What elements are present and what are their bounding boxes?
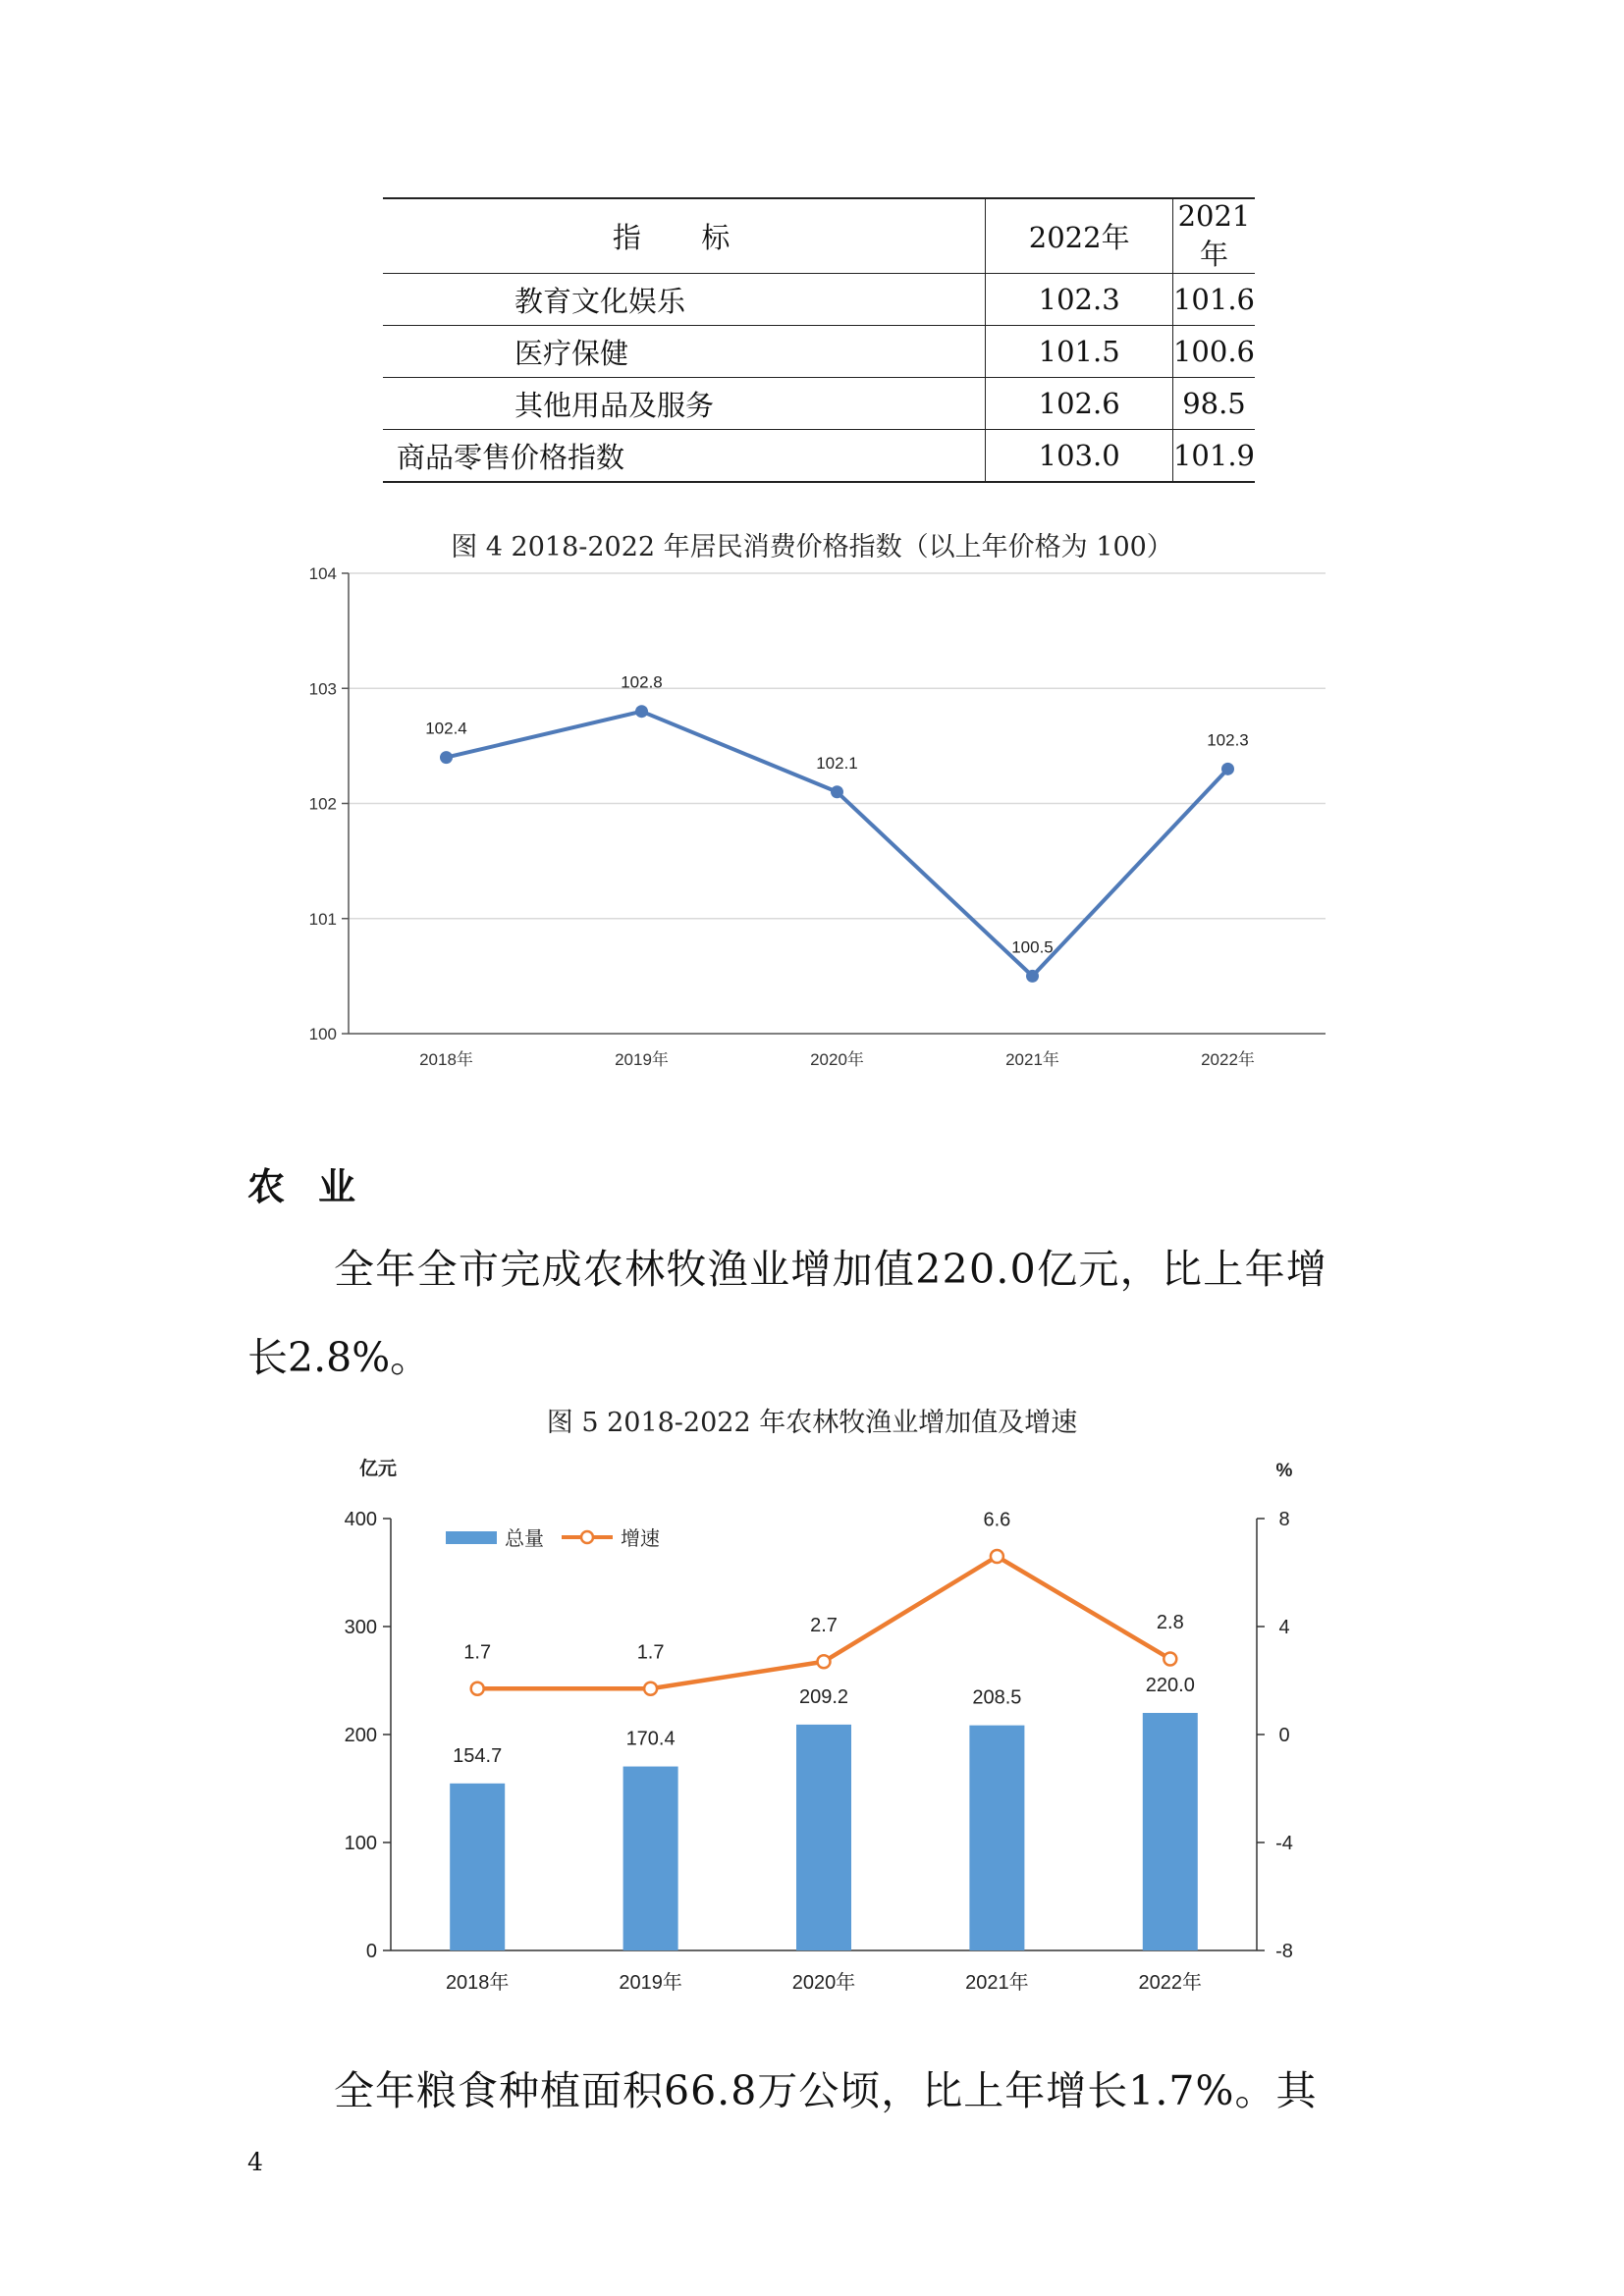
data-label: 100.5 — [1011, 937, 1054, 957]
x-tick-label: 2019年 — [615, 1050, 669, 1069]
table-row — [383, 430, 1255, 483]
y-left-tick-label: 0 — [365, 1941, 377, 1962]
row-label: 教育文化娱乐 — [383, 274, 986, 326]
x-tick-label: 2020年 — [810, 1050, 864, 1069]
row-value-2022: 103.0 — [986, 430, 1173, 483]
data-point — [440, 751, 453, 764]
header-2021: 2021年 — [1172, 198, 1255, 274]
y-tick-label: 100 — [308, 1025, 337, 1043]
x-tick-label: 2020年 — [791, 1972, 856, 1994]
legend-swatch-marker — [581, 1531, 593, 1543]
figure-4-title: 图 4 2018-2022 年居民消费价格指数（以上年价格为 100） — [451, 532, 1173, 562]
y-left-unit: 亿元 — [358, 1459, 398, 1479]
growth-value-label: 2.8 — [1156, 1612, 1184, 1633]
row-value-2021: 98.5 — [1172, 378, 1255, 430]
bar — [796, 1725, 851, 1950]
data-label: 102.3 — [1207, 730, 1249, 750]
growth-point — [471, 1682, 484, 1695]
growth-point — [991, 1550, 1003, 1563]
section-heading: 农业 — [247, 1164, 390, 1208]
data-label: 102.4 — [425, 719, 467, 738]
row-value-2022: 102.6 — [986, 378, 1173, 430]
bar-value-label: 154.7 — [453, 1744, 503, 1767]
header-2022: 2022年 — [986, 198, 1173, 274]
row-value-2021: 101.9 — [1172, 430, 1255, 483]
bar-value-label: 208.5 — [972, 1686, 1022, 1709]
data-point — [831, 785, 843, 798]
table-row — [383, 326, 1255, 378]
cpi-line-chart — [285, 560, 1345, 1090]
x-tick-label: 2021年 — [965, 1972, 1029, 1994]
growth-value-label: 1.7 — [636, 1641, 665, 1664]
legend-swatch-bar — [446, 1531, 497, 1544]
figure-5-title: 图 5 2018-2022 年农林牧渔业增加值及增速 — [546, 1408, 1078, 1438]
data-label: 102.1 — [816, 753, 858, 773]
bar-value-label: 170.4 — [625, 1728, 676, 1750]
y-right-tick-label: 8 — [1278, 1509, 1290, 1530]
row-value-2021: 100.6 — [1172, 326, 1255, 378]
bar — [969, 1726, 1024, 1950]
y-left-tick-label: 100 — [344, 1833, 377, 1854]
paragraph-line: 全年全市完成农林牧渔业增加值220.0亿元，比上年增 — [334, 1246, 1328, 1293]
paragraph-line: 全年粮食种植面积66.8万公顷，比上年增长1.7%。其 — [334, 2067, 1318, 2114]
y-tick-label: 103 — [308, 679, 337, 699]
paragraph-line: 长2.8%。 — [247, 1334, 431, 1381]
y-left-tick-label: 400 — [344, 1509, 377, 1530]
agri-combo-chart — [324, 1453, 1306, 2012]
bar-value-label: 220.0 — [1145, 1675, 1195, 1696]
growth-point — [1164, 1653, 1176, 1666]
y-left-tick-label: 300 — [344, 1617, 377, 1638]
row-value-2021: 101.6 — [1172, 274, 1255, 326]
y-left-tick-label: 200 — [344, 1725, 377, 1746]
bar — [450, 1784, 505, 1950]
x-tick-label: 2022年 — [1138, 1972, 1203, 1994]
row-label: 医疗保健 — [383, 326, 986, 378]
table-row — [383, 274, 1255, 326]
table-header-row — [383, 198, 1255, 274]
growth-value-label: 1.7 — [463, 1641, 492, 1664]
row-value-2022: 102.3 — [986, 274, 1173, 326]
series-line — [447, 712, 1228, 977]
bar — [1143, 1713, 1198, 1950]
x-tick-label: 2022年 — [1201, 1050, 1255, 1069]
y-right-unit: % — [1275, 1461, 1293, 1481]
growth-point — [818, 1655, 831, 1668]
page-number: 4 — [247, 2148, 263, 2176]
bar-value-label: 209.2 — [798, 1685, 849, 1708]
data-point — [1026, 970, 1039, 983]
x-tick-label: 2018年 — [419, 1050, 473, 1069]
y-right-tick-label: 0 — [1278, 1725, 1290, 1746]
y-tick-label: 102 — [308, 794, 337, 814]
row-label: 商品零售价格指数 — [383, 430, 986, 483]
data-point — [1221, 763, 1234, 775]
x-tick-label: 2018年 — [445, 1972, 510, 1994]
growth-value-label: 2.7 — [810, 1614, 838, 1636]
growth-value-label: 6.6 — [983, 1509, 1011, 1531]
table-row — [383, 378, 1255, 430]
header-indicator: 指 标 — [383, 198, 986, 274]
x-tick-label: 2019年 — [619, 1972, 682, 1994]
row-value-2022: 101.5 — [986, 326, 1173, 378]
y-tick-label: 104 — [308, 564, 337, 583]
legend-label-bar: 总量 — [505, 1528, 544, 1550]
y-tick-label: 101 — [308, 909, 337, 929]
data-point — [635, 705, 648, 718]
y-right-tick-label: -4 — [1275, 1833, 1293, 1854]
bar — [623, 1767, 678, 1950]
y-right-tick-label: -8 — [1275, 1941, 1293, 1962]
y-right-tick-label: 4 — [1278, 1617, 1290, 1638]
data-label: 102.8 — [621, 672, 663, 692]
legend-label-line: 增速 — [621, 1528, 660, 1550]
x-tick-label: 2021年 — [1005, 1050, 1059, 1069]
row-label: 其他用品及服务 — [383, 378, 986, 430]
growth-point — [644, 1682, 657, 1695]
cpi-table — [383, 197, 1255, 483]
